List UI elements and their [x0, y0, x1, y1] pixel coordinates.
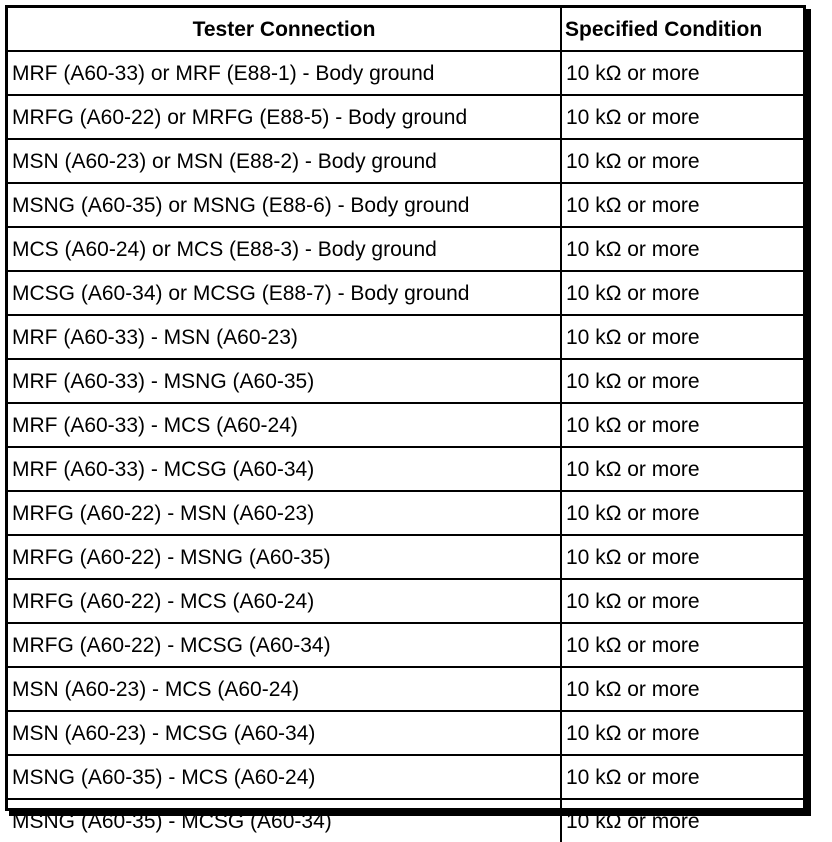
tester-connection-cell: MRFG (A60-22) - MSNG (A60-35) [8, 535, 561, 579]
table-row [8, 183, 803, 227]
table-row [8, 755, 803, 799]
specified-condition-cell: 10 kΩ or more [561, 183, 803, 227]
table-row [8, 315, 803, 359]
table-row [8, 579, 803, 623]
table-row [8, 535, 803, 579]
tester-connection-cell: MRF (A60-33) - MSNG (A60-35) [8, 359, 561, 403]
tester-connection-cell: MRF (A60-33) or MRF (E88-1) - Body ground [8, 51, 561, 95]
tester-connection-cell: MRF (A60-33) - MCSG (A60-34) [8, 447, 561, 491]
tester-connection-cell: MRF (A60-33) - MSN (A60-23) [8, 315, 561, 359]
table-row [8, 271, 803, 315]
tester-connection-cell: MSNG (A60-35) - MCS (A60-24) [8, 755, 561, 799]
tester-connection-cell: MRFG (A60-22) - MCSG (A60-34) [8, 623, 561, 667]
table-row [8, 667, 803, 711]
table-row [8, 95, 803, 139]
specified-condition-cell: 10 kΩ or more [561, 447, 803, 491]
table-row [8, 623, 803, 667]
header-tester-connection: Tester Connection [8, 8, 561, 51]
table-row [8, 491, 803, 535]
table-row [8, 51, 803, 95]
table-row [8, 447, 803, 491]
specified-condition-cell: 10 kΩ or more [561, 227, 803, 271]
resistance-spec-table [5, 5, 806, 833]
specified-condition-cell: 10 kΩ or more [561, 535, 803, 579]
tester-connection-cell: MSN (A60-23) - MCSG (A60-34) [8, 711, 561, 755]
table-body [8, 51, 803, 842]
table-shadow-right [806, 9, 811, 815]
specified-condition-cell: 10 kΩ or more [561, 403, 803, 447]
specified-condition-cell: 10 kΩ or more [561, 799, 803, 842]
tester-connection-cell: MCS (A60-24) or MCS (E88-3) - Body ground [8, 227, 561, 271]
specified-condition-cell: 10 kΩ or more [561, 579, 803, 623]
tester-connection-cell: MSNG (A60-35) - MCSG (A60-34) [8, 799, 561, 842]
specified-condition-cell: 10 kΩ or more [561, 755, 803, 799]
tester-connection-cell: MSN (A60-23) or MSN (E88-2) - Body ground [8, 139, 561, 183]
tester-connection-cell: MRF (A60-33) - MCS (A60-24) [8, 403, 561, 447]
specified-condition-cell: 10 kΩ or more [561, 359, 803, 403]
tester-connection-cell: MCSG (A60-34) or MCSG (E88-7) - Body ground [8, 271, 561, 315]
specified-condition-cell: 10 kΩ or more [561, 667, 803, 711]
spec-table [8, 8, 803, 842]
tester-connection-cell: MSNG (A60-35) or MSNG (E88-6) - Body ground [8, 183, 561, 227]
tester-connection-cell: MRFG (A60-22) or MRFG (E88-5) - Body ground [8, 95, 561, 139]
table-row [8, 403, 803, 447]
specified-condition-cell: 10 kΩ or more [561, 623, 803, 667]
table-row [8, 227, 803, 271]
table-row [8, 139, 803, 183]
tester-connection-cell: MRFG (A60-22) - MCS (A60-24) [8, 579, 561, 623]
header-specified-condition: Specified Condition [561, 8, 803, 51]
table-header-row [8, 8, 803, 51]
specified-condition-cell: 10 kΩ or more [561, 139, 803, 183]
table-row [8, 359, 803, 403]
specified-condition-cell: 10 kΩ or more [561, 315, 803, 359]
specified-condition-cell: 10 kΩ or more [561, 271, 803, 315]
table-row [8, 799, 803, 842]
tester-connection-cell: MSN (A60-23) - MCS (A60-24) [8, 667, 561, 711]
specified-condition-cell: 10 kΩ or more [561, 491, 803, 535]
specified-condition-cell: 10 kΩ or more [561, 95, 803, 139]
tester-connection-cell: MRFG (A60-22) - MSN (A60-23) [8, 491, 561, 535]
specified-condition-cell: 10 kΩ or more [561, 51, 803, 95]
table-row [8, 711, 803, 755]
specified-condition-cell: 10 kΩ or more [561, 711, 803, 755]
